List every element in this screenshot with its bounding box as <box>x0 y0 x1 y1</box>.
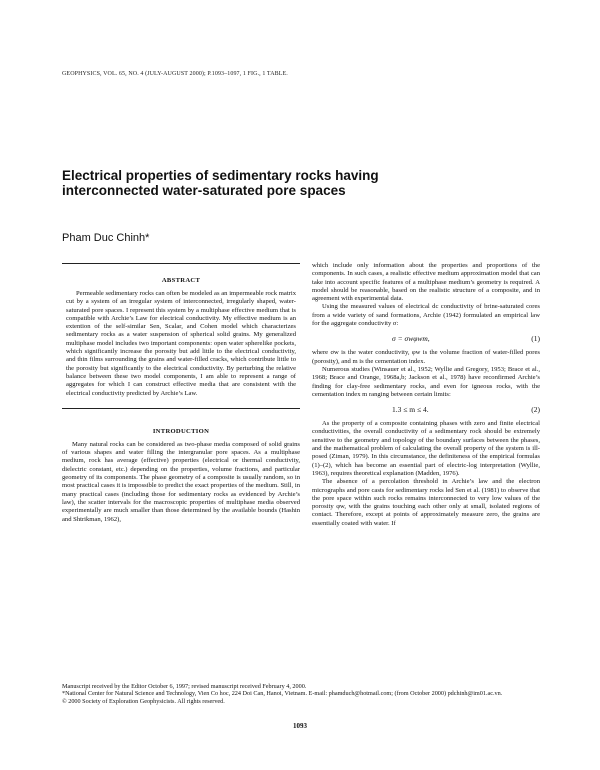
equation-1-body: σ = σwφwm, <box>392 334 430 344</box>
footnotes <box>62 683 540 705</box>
footnote-copyright: © 2000 Society of Exploration Geophysicists. All rights reserved. <box>62 697 225 705</box>
equation-2 <box>312 405 540 414</box>
introduction-heading: INTRODUCTION <box>152 427 210 435</box>
paragraph: which include only information about the properties and proportions of the components. In such cases, a realistic effective medium approximation model that can take into account specific features of a multiphase medium’s geometry is required. A model should be reasonable, based on the realistic structure of a composite, and in agreement with experimental data. <box>312 262 540 303</box>
paragraph: Using the measured values of electrical dc conductivity of brine-saturated cores from a wide variety of sand formations, Archie (1942) formulated an empirical law for the aggregate conductivity σ: <box>312 303 540 328</box>
running-head: GEOPHYSICS, VOL. 65, NO. 4 (JULY-AUGUST 2000); P.1093–1097, 1 FIG., 1 TABLE. <box>62 71 288 77</box>
paragraph: As the property of a composite containing phases with zero and finite electrical conductivities, the overall conductivity of a sedimentary rock should be extremely sensitive to the geometry and topology of the boundary surfaces between the phases, and the mathematical problem of calculating the overall property of the system is ill-posed (Ziman, 1979). In this circumstance, the definiteness of the empirical formulas (1)–(2), which has become an essential part of electric-log interpretation (Wyllie, 1963), requires theoretical explanation (Madden, 1976). <box>312 420 540 477</box>
article-title: Electrical properties of sedimentary rocks having interconnected water-saturated pore spaces <box>62 168 379 198</box>
abstract-heading: ABSTRACT <box>161 277 201 284</box>
equation-1-number: (1) <box>531 334 540 344</box>
abstract-text: Permeable sedimentary rocks can often be modeled as an impermeable rock matrix cut by a system of an irregular system of interconnected, irregularly shaped, water-saturated pore spaces. I represent this system by a multiphase effective medium that is compatible with Archie’s Law for electrical conductivity. My effective medium is an extention of the self-similar Sen, Scalar, and Cohen model which characterizes sedimentary rocks as a water suspension of spherical solid grains. My generalized multiphase model includes two important components: open water spherelike pockets, which significantly increase the porosity but add little to the electrical conductivity, and thin films surrounding the grains and water-filled cracks, which contribute little to the porosity but significantly to the electrical conductivity. By perturbing the relative balance between these two model components, I am able to represent a range of aggregates for which I can construct effective media that are consistent with the electrical conductivity predicted by Archie’s Law. <box>66 290 296 397</box>
equation-2-number: (2) <box>531 405 540 415</box>
footnote-affiliation: *National Center for Natural Science and Technology, Vien Co hoc, 224 Doi Can, Hanoi, Vietnam. E-mail: phamduch@hotmail.com; (from October 2000) pdchinh@im01.ac.vn. <box>62 690 503 698</box>
author-name: Pham Duc Chinh* <box>62 232 150 244</box>
introduction-text: Many natural rocks can be considered as two-phase media composed of solid grains of various shapes and water filling the intergranular pore spaces. As a multiphase medium, rock has average (effective) properties (electrical or thermal conductivity, dielectric constant, etc.) depending on the properties, volume fractions, and particular geometry of its components. The phase geometry of a composite is usually random, so in most practical cases it is impossible to predict the exact properties of the medium. Still, in many practical cases (including those for sedimentary rocks as evidenced by Archie’s law), the scatter intervals for the macroscopic properties of multiphase media observed experimentally are much smaller than those determined by the available bounds (Hashin and Shtrikman, 1962), <box>62 440 300 523</box>
paragraph: The absence of a percolation threshold in Archie’s law and the electron micrographs and pore casts for sedimentary rocks led Sen et al. (1981) to observe that the pore space within such rocks remains interconnected to very low values of the porosity φw, with the grains touching each other only at small, isolated regions of contact. Therefore, except at points of approximately measure zero, the grains are essentially coated with water. If <box>312 478 540 527</box>
page-number: 1093 <box>293 722 307 730</box>
equation-2-body: 1.3 ≤ m ≤ 4. <box>392 405 429 415</box>
abstract-box <box>62 263 300 409</box>
right-column <box>312 262 540 528</box>
paragraph: Numerous studies (Winsauer et al., 1952; Wyllie and Gregory, 1953; Brace et al., 1968; Brace and Orange, 1968a,b; Jackson et al., 1978) have reconfirmed Archie’s finding for clay-free sedimentary rocks, and even for igneous rocks, with the cementation index m ranging between certain limits: <box>312 365 540 398</box>
paragraph: where σw is the water conductivity, φw is the volume fraction of water-filled pores (porosity), and m is the cementation index. <box>312 349 540 365</box>
equation-1 <box>312 334 540 343</box>
footnote-received: Manuscript received by the Editor October 6, 1997; revised manuscript received February 4, 2000. <box>62 683 307 690</box>
left-column <box>62 260 300 524</box>
